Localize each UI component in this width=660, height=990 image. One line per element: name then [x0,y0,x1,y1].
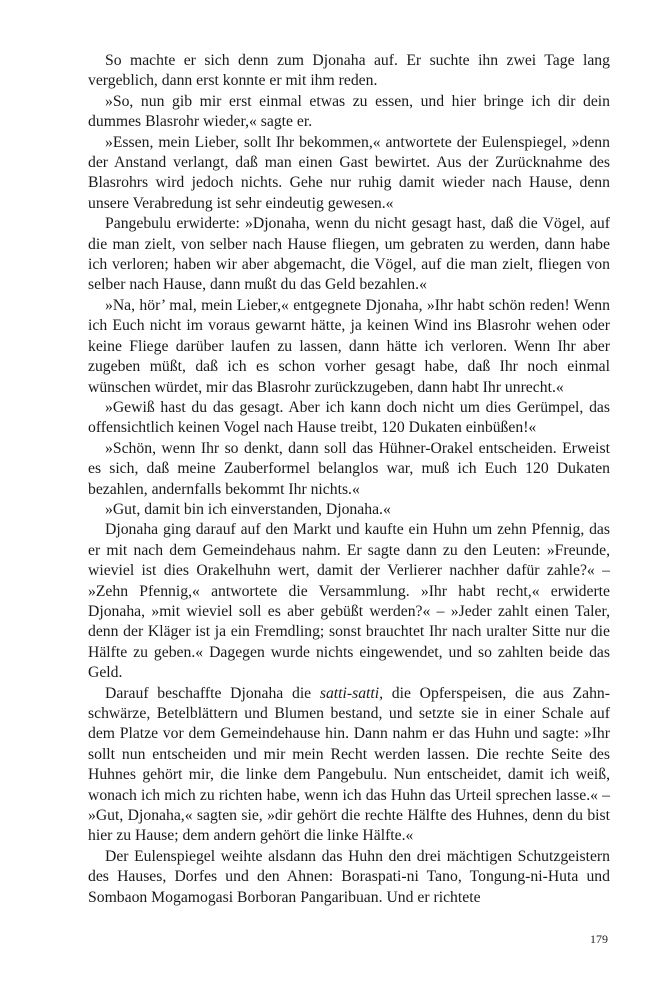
page-number: 179 [590,932,608,946]
paragraph-4: Pangebulu erwiderte: »Djonaha, wenn du nicht gesagt hast, daß die Vögel, auf die man zielt, von selber nach Hause fliegen, um gebraten zu werden, dann habe ich verloren; haben wir aber abgemacht, die Vögel, auf die man zielt, fliegen von selber nach Hause, dann mußt du das Geld bezahlen.« [88,215,610,294]
paragraph-1: So machte er sich denn zum Djonaha auf. Er suchte ihn zwei Tage lang vergeblich, dann erst konnte er mit ihm reden. [88,52,610,90]
paragraph-9: Djonaha ging darauf auf den Markt und kaufte ein Huhn um zehn Pfennig, das er mit nach dem Gemeindehaus nahm. Er sagte dann zu den Leuten: »Freunde, wieviel ist dies Orakelhuhn wert, damit der Verlierer nachher dafür zahle?« – »Zehn Pfennig,« antwortete die Versammlung. »Ihr habt recht,« erwiderte Djonaha, »mit wieviel soll es aber gebüßt werden?« – »Jeder zahlt einen Taler, denn der Kläger ist ja ein Fremdling; sonst brauchtet Ihr nach uralter Sitte nur die Hälfte zu geben.« Dagegen wurde nichts eingewendet, und so zahlten beide das Geld. [88,521,610,682]
paragraph-8: »Gut, damit bin ich einverstanden, Djonaha.« [105,500,391,518]
paragraph-10-italic-term: satti-satti, [319,684,384,702]
body-text [88,51,610,908]
paragraph-7: »Schön, wenn Ihr so denkt, dann soll das Hühner-Orakel entscheiden. Erweist es sich, daß meine Zauberformel belanglos war, muß ich Euch 120 Dukaten bezahlen, andernfalls bekommt Ihr nichts.« [88,439,610,498]
paragraph-5: »Na, hör’ mal, mein Lieber,« entgegnete Djonaha, »Ihr habt schön reden! Wenn ich Euch nicht im voraus gewarnt hätte, ja keinen Wind ins Blasrohr wehen oder keine Fliege darüber laufen zu lassen, dann hätte ich verloren. Wenn Ihr aber zugeben müßt, daß ich es schon vorher gesagt habe, daß Ihr noch einmal wünschen würdet, mir das Blasrohr zurückzugeben, dann habt Ihr unrecht.« [88,296,610,396]
paragraph-10 [88,684,610,847]
paragraph-10-rest: die Opferspeisen, die aus Zahnschwärze, Betelblättern und Blumen bestand, und setzte sie in einer Schale auf dem Platze vor dem Gemeindehause hin. Dann nahm er das Huhn und sagte: »Ihr sollt nun entscheiden und mir mein Recht werden lassen. Die rechte Seite des Huhnes gehört mir, die linke dem Pangebulu. Nun entscheidet, damit ich weiß, wonach ich mich zu richten habe, wenn ich das Huhn das Urteil sprechen lasse.« – »Gut, Djonaha,« sagten sie, »dir gehört die rechte Hälfte des Huhnes, denn du bist hier zu Hause; dem andern gehört die linke Hälfte.« [88,684,610,845]
paragraph-11: Der Eulenspiegel weihte alsdann das Huhn den drei mächtigen Schutzgeistern des Hauses, Dorfes und den Ahnen: Boraspati-ni Tano, Tongung-ni-Huta und Sombaon Mogamogasi Borboran Pangaribuan. Und er richtete [88,847,610,906]
paragraph-2: »So, nun gib mir erst einmal etwas zu essen, und hier bringe ich dir dein dummes Blasrohr wieder,« sagte er. [88,92,610,131]
paragraph-10-start: Darauf beschaffte Djonaha die [105,684,320,702]
paragraph-3: »Essen, mein Lieber, sollt Ihr bekommen,« antwortete der Eulenspiegel, »denn der Anstand verlangt, daß man einen Gast bewirtet. Aus der Zurücknahme des Blasrohrs wird jedoch nichts. Gehe nur ruhig damit wieder nach Hause, denn unsere Verabredung ist sehr eindeutig gewesen.« [88,133,610,212]
paragraph-6: »Gewiß hast du das gesagt. Aber ich kann doch nicht um dies Gerümpel, das offensichtlich keinen Vogel nach Hause treibt, 120 Dukaten einbüßen!« [88,398,610,437]
